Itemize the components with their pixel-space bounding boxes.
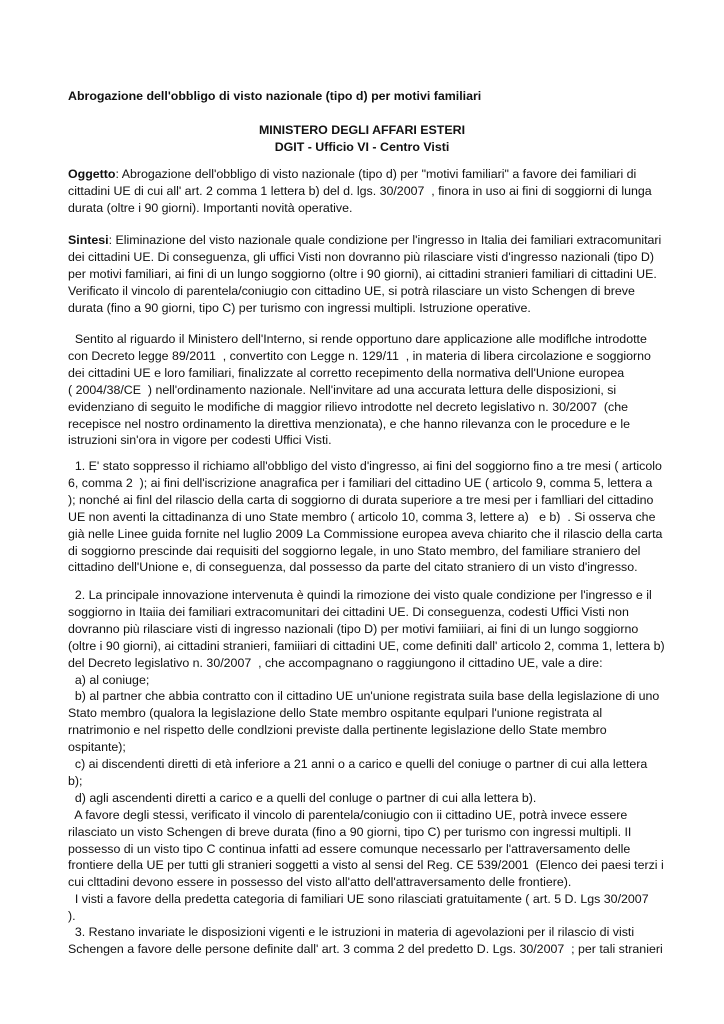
paragraph-2-line: cui clttadini devono essere in possesso del visto all'atto dell'attraversamento delle frontiere). — [68, 875, 572, 890]
paragraph-2-line: ospitante); — [68, 740, 126, 755]
paragraph-1-line: di soggiorno prescinde dai requisiti del soggiorno legale, in uno Stato membro, del familiare straniero del — [68, 543, 641, 558]
paragraph-2-line: dovranno più rilasciare visti di ingresso nazionali (tipo D) per motivi famiiiari, ai fini di un lungo soggiorno — [68, 621, 639, 636]
paragraph-2-line: c) ai discendenti diretti di età inferiore a 21 anni o a carico e quelli del coniuge o partner di cui alla lettera — [68, 757, 648, 771]
sintesi-line: durata (fino a 90 giorni, tipo C) per turismo con ingressi multipli. Istruzione operative. — [68, 300, 531, 315]
paragraph-1-line: 1. E' stato soppresso il richiamo all'obbligo del visto d'ingresso, ai fini del soggiorno fino a tre mesi ( articolo — [68, 459, 662, 473]
paragraph-2-line: frontiere della UE per tutti gli stranieri soggetti a visto al sensi del Reg. CE 539/2001 (Elenco dei paesi terzi i — [68, 858, 664, 873]
oggetto-line: cittadini UE di cui all' art. 2 comma 1 lettera b) del d. lgs. 30/2007 , finora in uso ai fini di soggiorni di lunga — [68, 183, 652, 198]
sintesi-line: Verificato il vincolo di parentela/coniugio con cittadino UE, si potrà rilasciare un visto Schengen di breve — [68, 283, 635, 298]
paragraph-2-line: b) al partner che abbia contratto con il cittadino UE un'unione registrata suila base della legislazione di uno — [68, 689, 660, 704]
paragraph-2-line: del Decreto legislativo n. 30/2007 , che accompagnano o raggiungono il cittadino UE, vale a dire: — [68, 655, 603, 670]
paragraph-2-line: 2. La principale innovazione intervenuta è quindi la rimozione dei visto quale condizione per l'ingresso e il — [68, 588, 652, 602]
paragraph-1-line: cittadino dell'Unione e, di conseguenza, dal possesso da parte del citato straniero di un visto d'ingresso. — [68, 560, 638, 575]
intro-paragraph-line: dei cittadini UE e loro familiari, finalizzate al corretto recepimento della normativa dell'Unione europea — [68, 365, 625, 380]
paragraph-2-line: rnatrimonio e nel rispetto delle condlzioni previste dalla pertinente legislazione dello State membro — [68, 723, 607, 738]
paragraph-1-line: già nelle Linee guida fornite nel luglio 2009 La Commissione europea aveva chiarito che il rilascio della carta — [68, 526, 663, 541]
sintesi-line: per motivi familiari, ai fini di un lungo soggiorno (oltre i 90 giorni), ai cittadini stranieri familiari di cittadini UE. — [68, 266, 657, 281]
intro-paragraph-line: ( 2004/38/CE ) nell'ordinamento nazionale. Nell'invitare ad una accurata lettura delle disposizioni, si — [68, 382, 617, 397]
paragraph-2-line: b); — [68, 773, 83, 788]
paragraph-2-line: ). — [68, 909, 76, 924]
document-title: Abrogazione dell'obbligo di visto nazionale (tipo d) per motivi familiari — [68, 89, 482, 103]
intro-paragraph-line: istruzioni sin'ora in vigore per codesti Uffici Visti. — [68, 433, 332, 448]
paragraph-1-line: ); nonché ai finl del rilascio della carta di soggiorno di durata superiore a tre mesi per i famlliari del cittadino — [68, 492, 654, 507]
paragraph-2-line: A favore degli stessi, verificato il vincolo di parentela/coniugio con ii cittadino UE, potrà invece essere — [68, 807, 628, 822]
ministry-heading: MINISTERO DEGLI AFFARI ESTERI — [258, 123, 466, 137]
office-heading: DGIT - Ufficio VI - Centro Visti — [274, 140, 450, 154]
paragraph-2-line: a) al coniuge; — [68, 672, 150, 687]
paragraph-1-line: 6, comma 2 ); ai fini dell'iscrizione anagrafica per i familiari del cittadino UE ( articolo 9, comma 5, lettera a — [68, 475, 653, 490]
paragraph-2-line: rilasciato un visto Schengen di breve durata (fino a 90 giorni, tipo C) per turismo con ingressi multipli. II — [68, 824, 632, 839]
paragraph-2-line: (oltre i 90 giorni), ai cittadini stranieri, famiiiari di cittadini UE, come definiti dall' articolo 2, comma 1, lettera b) — [68, 638, 665, 653]
section-label: Sintesi — [68, 233, 109, 247]
paragraph-2-line: Stato membro (qualora la legislazione dello State membro ospitante equlpari l'unione registrata al — [68, 706, 603, 721]
paragraph-2-line: possesso di un visto tipo C continua infatti ad essere comunque necessarlo per l'attraversamento delle — [68, 841, 631, 856]
sintesi-line: dei cittadini UE. Di conseguenza, gli uffici Visti non dovranno più rilasciare visti d'ingresso nazionali (tipo D) — [68, 249, 654, 264]
sintesi-line: Sintesi: Eliminazione del visto nazionale quale condizione per l'ingresso in Italia dei familiari extracomunitari — [68, 233, 662, 247]
paragraph-2-line: d) agli ascendenti diretti a carico e a quelli del conluge o partner di cui alla lettera b). — [68, 790, 537, 805]
paragraph-3-line: 3. Restano invariate le disposizioni vigenti e le istruzioni in materia di agevolazioni per il rilascio di visti — [68, 925, 635, 939]
paragraph-3-line: Schengen a favore delle persone definite dall' art. 3 comma 2 del predetto D. Lgs. 30/2007 ; per tali stranieri — [68, 941, 663, 956]
intro-paragraph-line: recepisce nel nostro ordinamento la direttiva menzionata), e che hanno rilevanza con le procedure e le — [68, 416, 631, 431]
paragraph-1-line: UE non aventi la cittadinanza di uno State membro ( articolo 10, comma 3, lettere a) e b) . Si osserva che — [68, 509, 656, 524]
oggetto-line: Oggetto: Abrogazione dell'obbligo di visto nazionale (tipo d) per "motivi familiari" a favore dei familiari di — [68, 167, 637, 181]
intro-paragraph-line: evidenziano di seguito le modifiche di maggior rilievo introdotte nel decreto legislativo n. 30/2007 (che — [68, 399, 628, 414]
paragraph-2-line: I visti a favore della predetta categoria di familiari UE sono rilasciati gratuitamente ( art. 5 D. Lgs 30/2007 — [68, 892, 649, 907]
section-label: Oggetto — [68, 167, 116, 181]
intro-paragraph-line: Sentito al riguardo il Ministero dell'Interno, si rende opportuno dare applicazione alle modiflche introdotte — [68, 332, 647, 346]
oggetto-line: durata (oltre i 90 giorni). Importanti novità operative. — [68, 200, 353, 215]
intro-paragraph-line: con Decreto legge 89/2011 , convertito con Legge n. 129/11 , in materia di libera circolazione e soggiorno — [68, 348, 651, 363]
paragraph-2-line: soggiorno in Itaiia dei familiari extracomunitari dei cittadini UE. Di conseguenza, codesti Uffici Visti non — [68, 604, 629, 619]
